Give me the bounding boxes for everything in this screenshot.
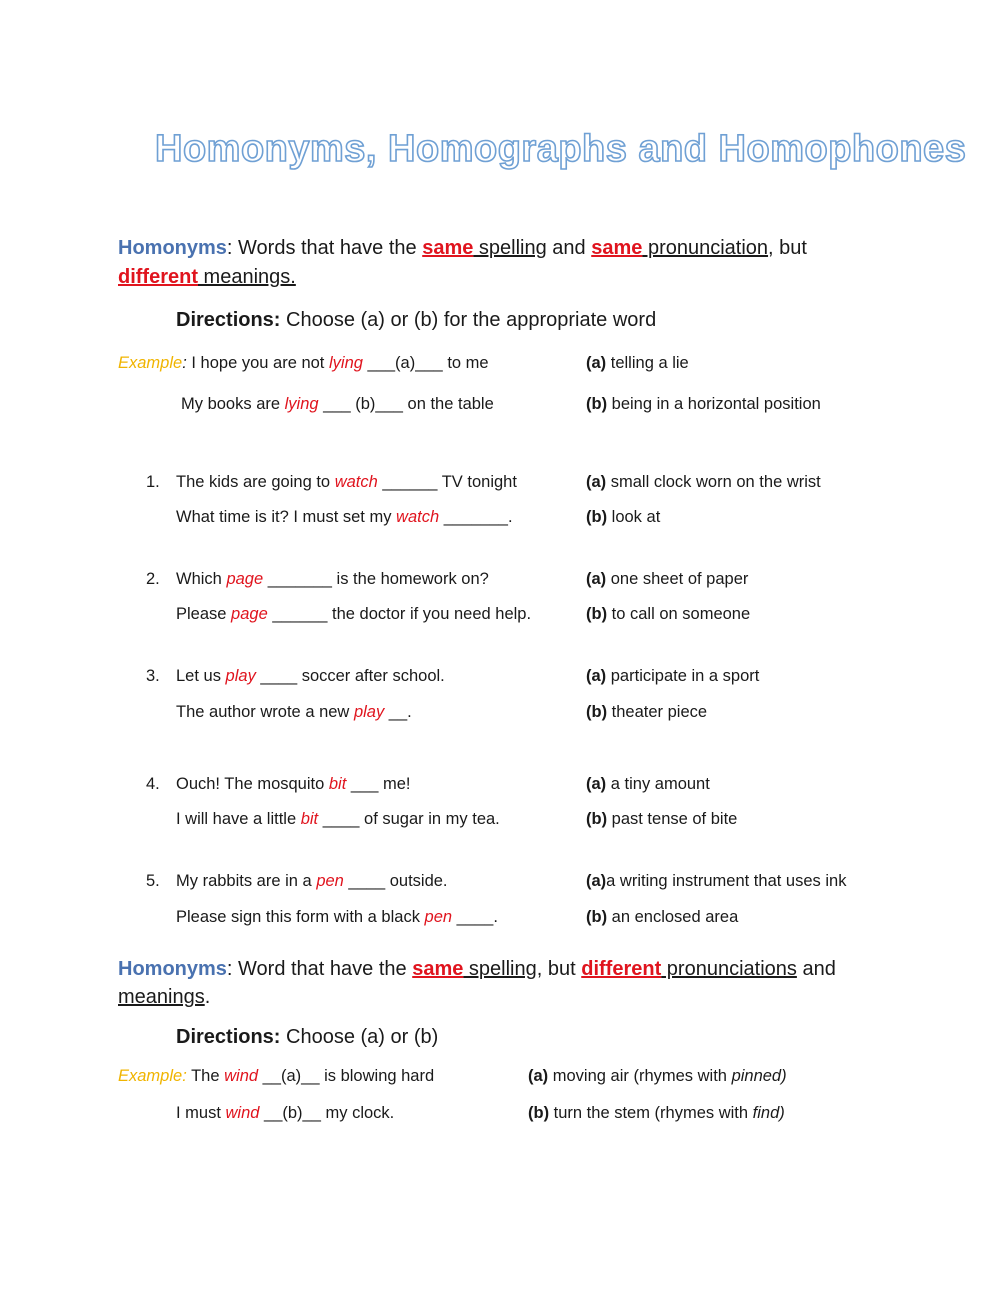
example1-option-a: (a) telling a lie <box>586 354 689 372</box>
item-1-sentence-a: The kids are going to watch ______ TV tonight <box>176 473 517 491</box>
page-title: Homonyms, Homographs and Homophones <box>155 128 967 170</box>
example2-option-b: (b) turn the stem (rhymes with find) <box>528 1104 785 1122</box>
example1-option-b: (b) being in a horizontal position <box>586 395 821 413</box>
section2-heading: Homonyms <box>118 958 227 980</box>
item-5-sentence-b: Please sign this form with a black pen ____. <box>176 908 498 926</box>
section2-directions: Directions: Choose (a) or (b) <box>176 1026 439 1048</box>
item-1-sentence-b: What time is it? I must set my watch _______. <box>176 508 513 526</box>
section1-directions: Directions: Choose (a) or (b) for the appropriate word <box>176 309 657 331</box>
example2-sentence-b: I must wind __(b)__ my clock. <box>176 1104 395 1122</box>
item-1-number: 1. <box>146 473 160 491</box>
homographs-definition-line2: meanings. <box>118 986 211 1008</box>
section1-heading: Homonyms <box>118 237 227 259</box>
item-5-sentence-a: My rabbits are in a pen ____ outside. <box>176 872 448 890</box>
item-5-option-a: (a)a writing instrument that uses ink <box>586 872 847 890</box>
item-1-option-b: (b) look at <box>586 508 661 526</box>
item-3-sentence-b: The author wrote a new play __. <box>176 703 412 721</box>
item-4-sentence-a: Ouch! The mosquito bit ___ me! <box>176 775 411 793</box>
homonyms-definition: Homonyms: Words that have the same spelling and same pronunciation, but <box>118 237 807 259</box>
example2-sentence-a: Example: The wind __(a)__ is blowing hard <box>118 1067 435 1085</box>
item-4-option-b: (b) past tense of bite <box>586 810 738 828</box>
item-3-number: 3. <box>146 667 160 685</box>
homographs-definition: Homonyms: Word that have the same spelling, but different pronunciations and <box>118 958 836 980</box>
item-1-option-a: (a) small clock worn on the wrist <box>586 473 821 491</box>
item-2-sentence-b: Please page ______ the doctor if you need help. <box>176 605 532 623</box>
example1-sentence-a: Example: I hope you are not lying ___(a)___ to me <box>118 354 489 372</box>
item-2-option-a: (a) one sheet of paper <box>586 570 749 588</box>
item-5-option-b: (b) an enclosed area <box>586 908 739 926</box>
item-2-sentence-a: Which page _______ is the homework on? <box>176 570 489 588</box>
item-4-option-a: (a) a tiny amount <box>586 775 710 793</box>
item-4-sentence-b: I will have a little bit ____ of sugar in my tea. <box>176 810 500 828</box>
item-3-option-b: (b) theater piece <box>586 703 708 721</box>
example1-sentence-b: My books are lying ___ (b)___ on the table <box>181 395 494 413</box>
item-3-sentence-a: Let us play ____ soccer after school. <box>176 667 445 685</box>
example2-option-a: (a) moving air (rhymes with pinned) <box>528 1067 787 1085</box>
item-4-number: 4. <box>146 775 160 793</box>
item-3-option-a: (a) participate in a sport <box>586 667 760 685</box>
item-2-option-b: (b) to call on someone <box>586 605 751 623</box>
item-5-number: 5. <box>146 872 160 890</box>
homonyms-definition-line2: different meanings. <box>118 266 296 288</box>
item-2-number: 2. <box>146 570 160 588</box>
